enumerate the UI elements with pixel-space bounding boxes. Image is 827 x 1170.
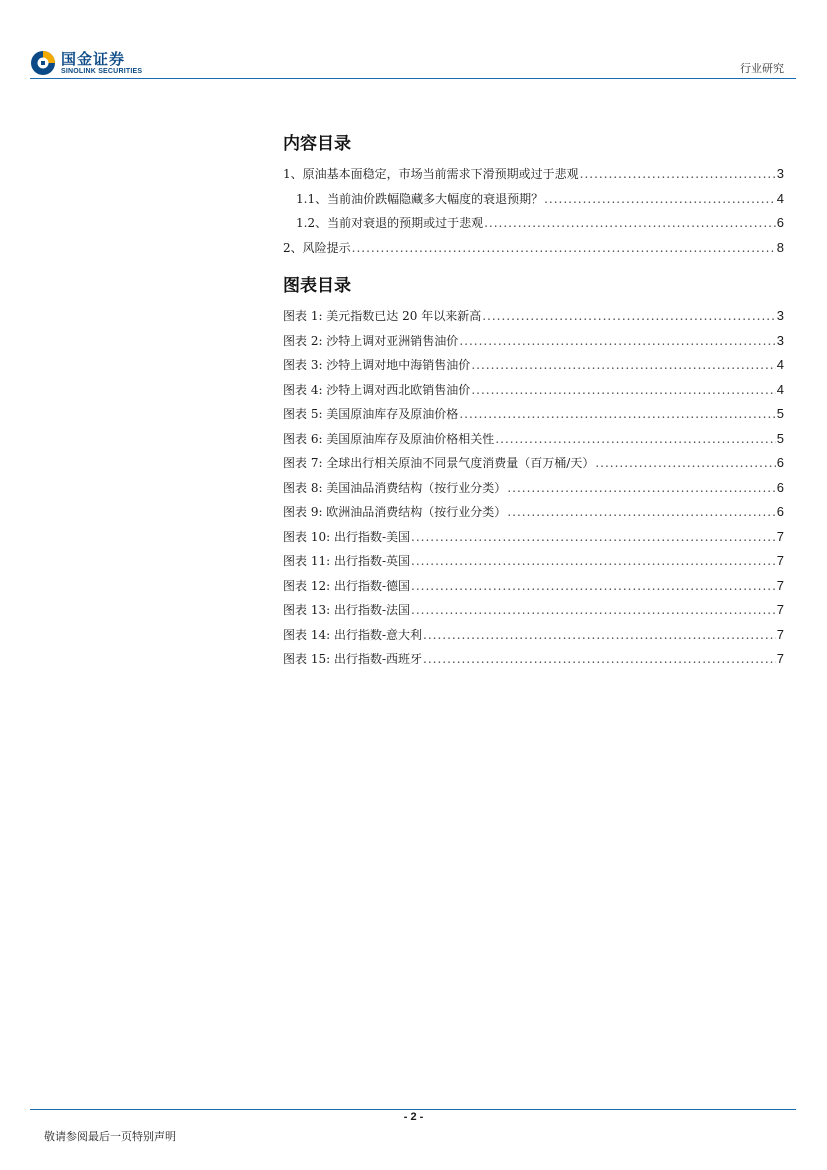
toc-entry[interactable] — [283, 162, 784, 187]
footer-disclaimer: 敬请参阅最后一页特别声明 — [44, 1130, 176, 1143]
figure-entry-page: 5 — [776, 406, 784, 421]
figure-entry-page: 7 — [776, 651, 784, 666]
figure-entry[interactable] — [283, 427, 784, 452]
logo-chinese-name: 国金证券 — [61, 49, 126, 68]
dot-leader — [411, 574, 776, 599]
toc-entry-page: 3 — [776, 166, 784, 181]
dot-leader — [423, 623, 776, 648]
logo-english-name: SINOLINK SECURITIES — [61, 67, 143, 75]
toc-entry[interactable] — [283, 187, 784, 212]
figure-entry-label: 图表 9: 欧洲油品消费结构（按行业分类） — [283, 505, 507, 519]
figure-entry[interactable] — [283, 623, 784, 648]
dot-leader — [495, 427, 775, 452]
figure-entry-page: 4 — [776, 381, 784, 397]
figure-entry[interactable] — [283, 598, 784, 623]
figure-entry-label: 图表 10: 出行指数-美国 — [283, 529, 410, 544]
dot-leader — [595, 451, 775, 476]
dot-leader — [352, 236, 776, 261]
dot-leader — [544, 187, 776, 212]
figure-entry[interactable] — [283, 402, 784, 427]
figure-entry[interactable] — [283, 549, 784, 574]
toc-entry-page: 6 — [776, 215, 784, 230]
figure-entry[interactable] — [283, 525, 784, 550]
dot-leader — [580, 162, 776, 187]
toc-entry-page: 8 — [776, 239, 784, 255]
toc-entry[interactable] — [283, 211, 784, 236]
figure-entry-label: 图表 15: 出行指数-西班牙 — [283, 652, 422, 666]
dot-leader — [411, 549, 776, 574]
figure-entry[interactable] — [283, 329, 784, 354]
figure-entry-page: 3 — [776, 332, 784, 348]
figure-entry-page: 7 — [776, 626, 784, 642]
figure-entry-label: 图表 2: 沙特上调对亚洲销售油价 — [283, 333, 459, 348]
figure-entry-page: 7 — [776, 602, 784, 617]
toc-entry-label: 1.2、当前对衰退的预期或过于悲观 — [296, 216, 484, 230]
figure-entry-label: 图表 8: 美国油品消费结构（按行业分类） — [283, 480, 507, 495]
dot-leader — [507, 476, 775, 501]
dot-leader — [484, 211, 776, 236]
figure-entry-page: 6 — [776, 504, 784, 519]
header-divider — [30, 78, 796, 79]
figure-entry-label: 图表 1: 美元指数已达 20 年以来新高 — [283, 309, 482, 323]
toc-entry-label: 1.1、当前油价跌幅隐藏多大幅度的衰退预期？ — [296, 191, 544, 206]
figure-entry-label: 图表 13: 出行指数-法国 — [283, 603, 410, 617]
toc-entry-label: 2、风险提示 — [283, 240, 351, 255]
dot-leader — [411, 598, 776, 623]
figure-entry[interactable] — [283, 451, 784, 476]
dot-leader — [459, 329, 775, 354]
figure-entry-label: 图表 12: 出行指数-德国 — [283, 578, 410, 593]
figure-entry-page: 6 — [776, 479, 784, 495]
toc-list — [283, 162, 784, 260]
figure-entry-label: 图表 5: 美国原油库存及原油价格 — [283, 407, 459, 421]
figure-entry-page: 7 — [776, 553, 784, 568]
figure-entry-label: 图表 6: 美国原油库存及原油价格相关性 — [283, 431, 495, 446]
figure-entry-label: 图表 11: 出行指数-英国 — [283, 554, 410, 568]
figure-entry-page: 6 — [776, 455, 784, 470]
dot-leader — [482, 304, 776, 329]
figures-list — [283, 304, 784, 672]
table-of-contents — [283, 132, 784, 672]
company-logo — [30, 47, 142, 79]
toc-entry-label: 1、原油基本面稳定，市场当前需求下滑预期或过于悲观 — [283, 167, 579, 181]
figure-entry-page: 7 — [776, 528, 784, 544]
figure-entry[interactable] — [283, 500, 784, 525]
page-number: - 2 - — [403, 1111, 424, 1123]
dot-leader — [507, 500, 775, 525]
figure-entry-label: 图表 14: 出行指数-意大利 — [283, 627, 422, 642]
toc-entry-page: 4 — [776, 190, 784, 206]
dot-leader — [459, 402, 775, 427]
figure-entry[interactable] — [283, 574, 784, 599]
figure-entry-label: 图表 4: 沙特上调对西北欧销售油价 — [283, 382, 471, 397]
figure-entry-label: 图表 3: 沙特上调对地中海销售油价 — [283, 358, 471, 372]
figure-entry[interactable] — [283, 378, 784, 403]
toc-entry[interactable] — [283, 236, 784, 261]
dot-leader — [423, 647, 776, 672]
figures-title: 图表目录 — [283, 276, 351, 296]
figure-entry-page: 5 — [776, 430, 784, 446]
figure-entry[interactable] — [283, 353, 784, 378]
sinolink-logo-icon — [30, 50, 56, 76]
figure-entry[interactable] — [283, 304, 784, 329]
figure-entry[interactable] — [283, 647, 784, 672]
figure-entry-page: 3 — [776, 308, 784, 323]
figure-entry[interactable] — [283, 476, 784, 501]
figure-entry-page: 7 — [776, 577, 784, 593]
footer-divider — [30, 1109, 796, 1110]
report-category: 行业研究 — [740, 62, 784, 75]
figure-entry-label: 图表 7: 全球出行相关原油不同景气度消费量（百万桶/天） — [283, 456, 595, 470]
figure-entry-page: 4 — [776, 357, 784, 372]
dot-leader — [471, 353, 775, 378]
toc-title: 内容目录 — [283, 134, 351, 154]
dot-leader — [471, 378, 775, 403]
dot-leader — [411, 525, 776, 550]
